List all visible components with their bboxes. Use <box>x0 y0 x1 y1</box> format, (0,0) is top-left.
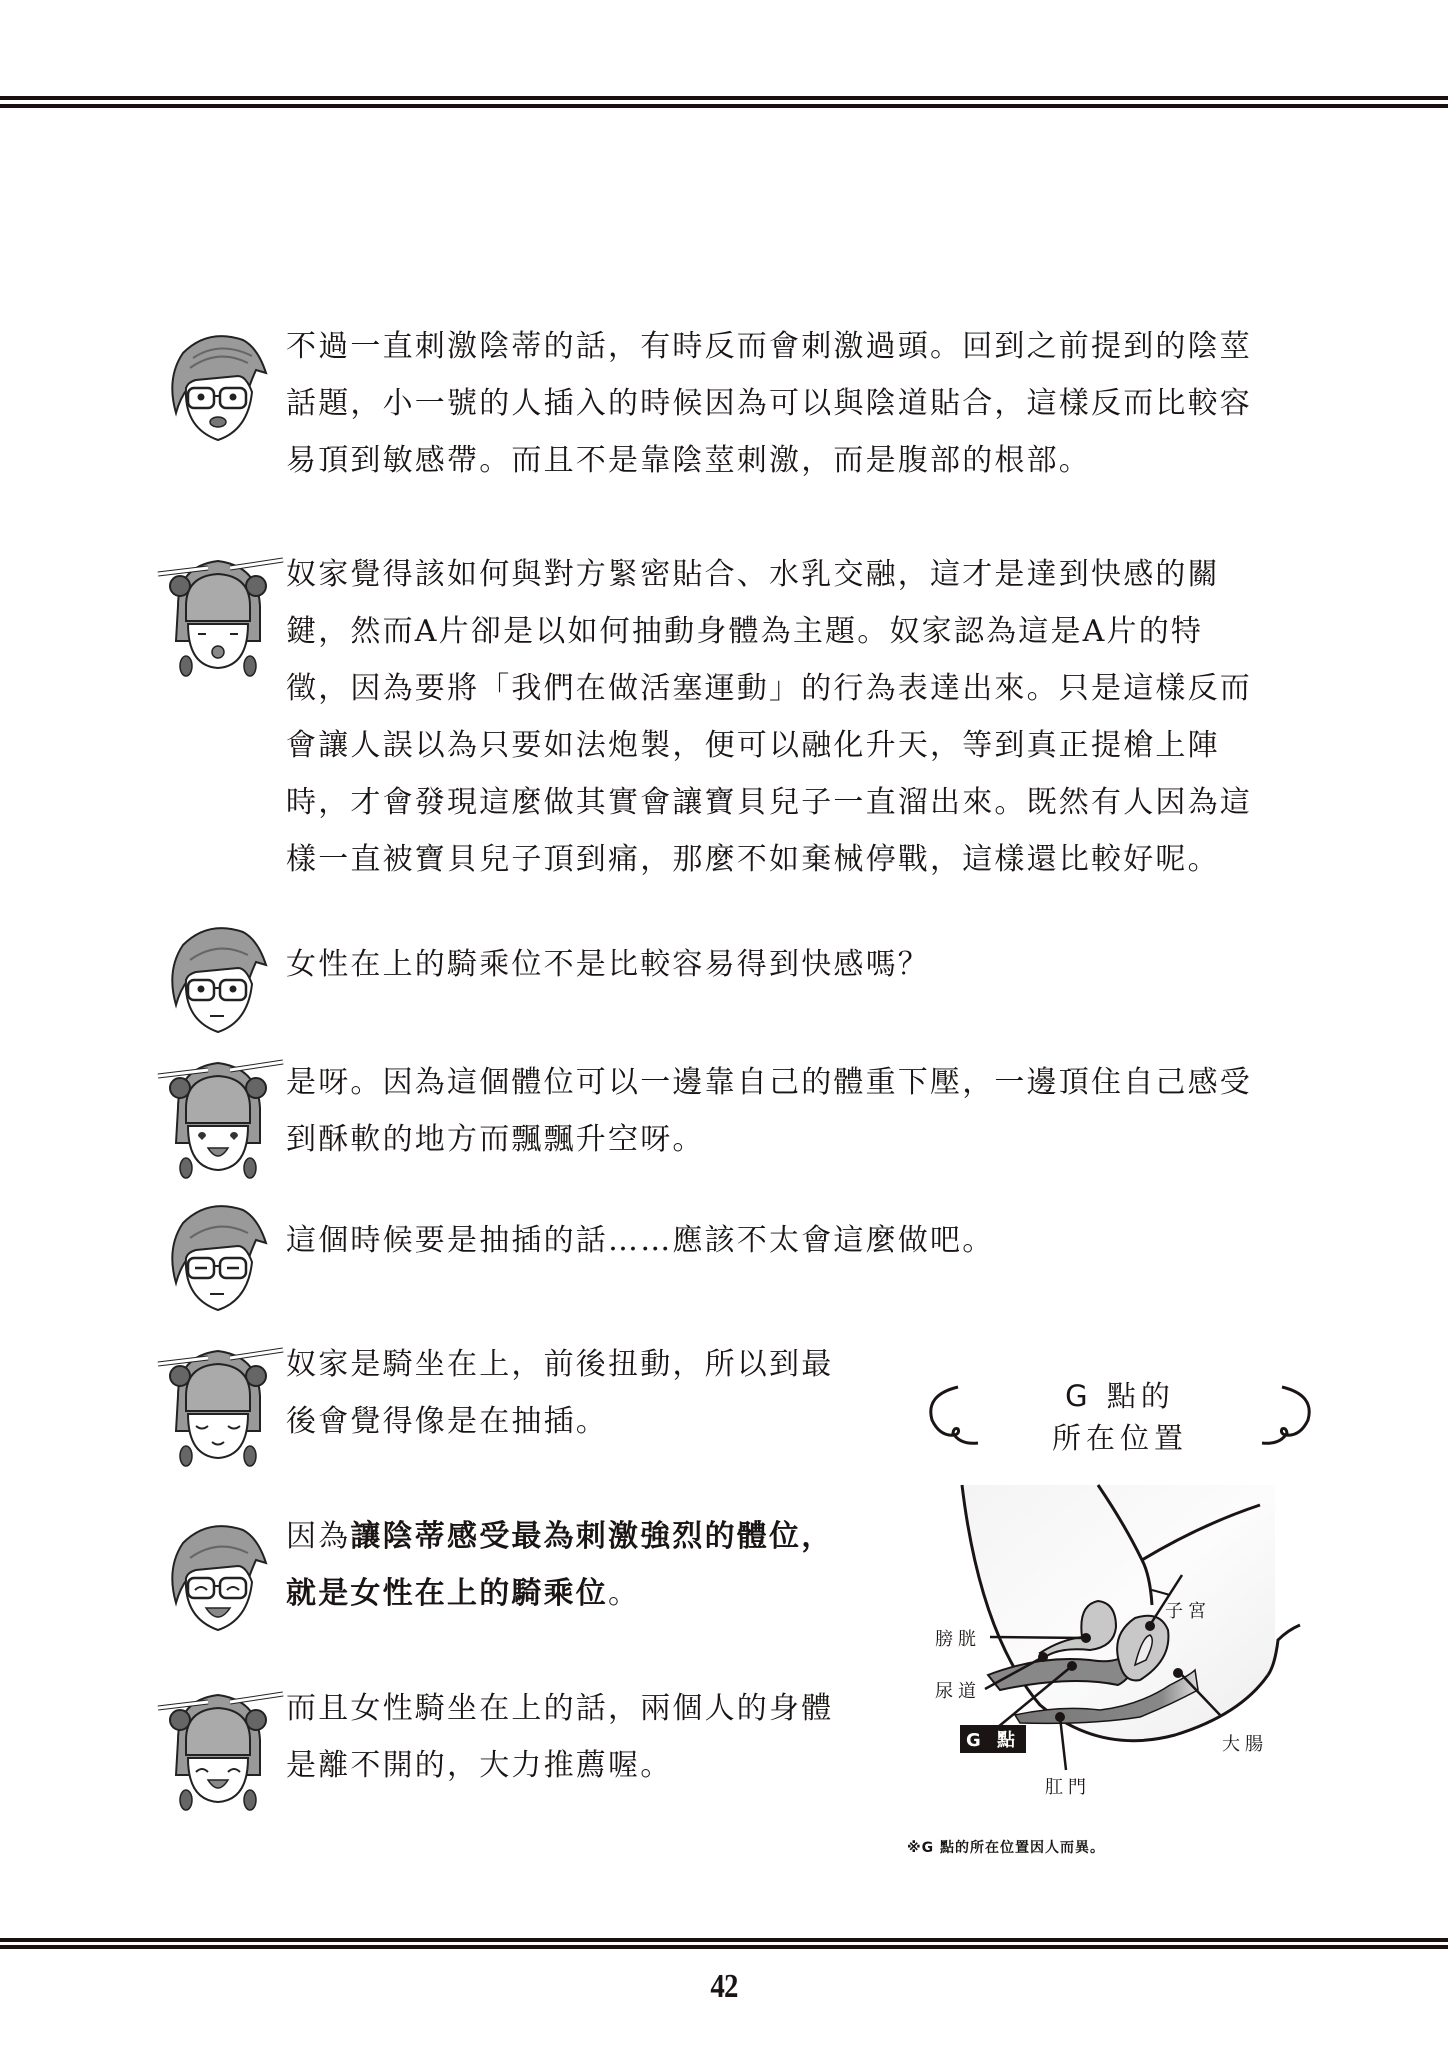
bottom-rule-inner <box>0 1945 1448 1949</box>
diagram-note: ※G 點的所在位置因人而異。 <box>907 1840 1105 1856</box>
g-spot-diagram <box>907 1375 1320 1875</box>
label-g-spot: G 點 <box>960 1725 1026 1753</box>
man-glasses-avatar-icon <box>148 910 288 1050</box>
geisha-avatar-icon <box>148 1336 288 1476</box>
label-urethra: 尿道 <box>935 1681 981 1702</box>
bottom-rule <box>0 1938 1448 1942</box>
diagram-title: G 點的 所在位置 <box>1051 1379 1188 1455</box>
emphasis-text: 讓陰蒂感受最為刺激強烈的體位， <box>350 1519 834 1554</box>
dialogue-text: 奴家覺得該如何與對方緊密貼合、水乳交融，這才是達到快感的關 鍵，然而A片卻是以如何抽動身體為主題。奴家認為這是A片的特 徵，因為要將「我們在做活塞運動」的行為表達出來。只是這樣反而 會讓人誤以為只要如法炮製，便可以融化升天，等到真正提槍上陣 時，才會發現這麼做其實會讓寶貝兒子一直溜出來。既然有人因為這 樣一直被寶貝兒子頂到痛，那麼不如棄械停戰，這樣還比較好呢。 <box>286 557 1252 877</box>
label-large-intestine: 大腸 <box>1222 1734 1268 1755</box>
label-bladder: 膀胱 <box>935 1629 981 1650</box>
geisha-avatar-icon <box>148 1680 288 1820</box>
man-glasses-avatar-icon <box>148 1188 288 1328</box>
geisha-avatar-icon <box>148 1048 288 1188</box>
dialogue-text: 奴家是騎坐在上，前後扭動，所以到最 後會覺得像是在抽插。 <box>286 1347 834 1439</box>
emphasis-text: 就是女性在上的騎乘位 <box>286 1576 608 1611</box>
dialogue-text: 女性在上的騎乘位不是比較容易得到快感嗎？ <box>286 947 930 982</box>
dialogue-text: 而且女性騎坐在上的話，兩個人的身體 是離不開的，大力推薦喔。 <box>286 1691 834 1783</box>
top-rule <box>0 96 1448 100</box>
page-number: 42 <box>710 1968 738 2005</box>
man-glasses-laughing-avatar-icon <box>148 1508 288 1648</box>
dialogue-text: 不過一直刺激陰蒂的話，有時反而會刺激過頭。回到之前提到的陰莖 話題，小一號的人插入的時候因為可以與陰道貼合，這樣反而比較容 易頂到敏感帶。而且不是靠陰莖刺激，而是腹部的根部。 <box>286 329 1252 478</box>
man-glasses-avatar-icon <box>148 318 288 458</box>
geisha-avatar-icon <box>148 546 288 686</box>
dialogue-text: 是呀。因為這個體位可以一邊靠自己的體重下壓，一邊頂住自己感受 到酥軟的地方而飄飄升空呀。 <box>286 1065 1252 1157</box>
label-anus: 肛門 <box>1045 1777 1091 1798</box>
dialogue-text: 這個時候要是抽插的話……應該不太會這麼做吧。 <box>286 1223 995 1258</box>
dialogue-text: 因為讓陰蒂感受最為刺激強烈的體位， 就是女性在上的騎乘位。 <box>286 1519 834 1611</box>
top-rule-inner <box>0 104 1448 108</box>
label-uterus: 子宮 <box>1165 1601 1211 1622</box>
